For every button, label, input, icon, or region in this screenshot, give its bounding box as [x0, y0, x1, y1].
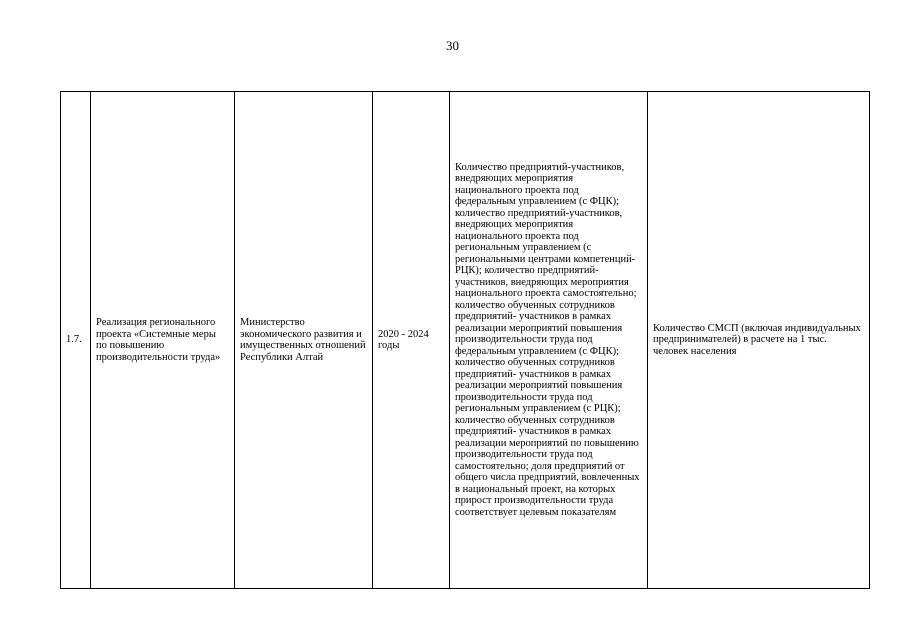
target-indicator-cell [648, 92, 870, 589]
table-row [61, 92, 870, 589]
row-number-cell [61, 92, 91, 589]
row-number: 1.7. [66, 334, 82, 346]
target-indicator: Количество СМСП (включая индивидуальных предпринимателей) в расчете на 1 тыс. человек населения [653, 322, 861, 357]
project-name: Реализация регионального проекта «Системные меры по повышению производительности труда» [96, 317, 221, 363]
implementation-period: 2020 - 2024 годы [378, 328, 429, 351]
indicators-cell [450, 92, 648, 589]
page-number: 30 [446, 38, 459, 53]
indicators-text: Количество предприятий-участников, внедряющих мероприятия национального проекта под федеральным управлением (с ФЦК); количество предприятий-участников, внедряющих мероприятия национального проекта под региональным управлением (с региональными центрами компетенций- РЦК); количество предприятий-участников, внедряющих мероприятия национального проекта самостоятельно; количество обученных сотрудников предприятий- участников в рамках реализации мероприятий повышения производительности труда под федеральным управлением (с ФЦК); количество обученных сотрудников предприятий- участников в рамках реализации мероприятий повышения производительности труда под региональным управлением (с РЦК); количество обученных сотрудников предприятий- участников в рамках реализации мероприятий по повышению производительности труда под самостоятельно; доля предприятий от общего числа предприятий, вовлеченных в национальный проект, на которых прирост производительности труда соответствует целевым показателям [455, 161, 640, 518]
project-name-cell [91, 92, 235, 589]
responsible-cell [235, 92, 373, 589]
period-cell [373, 92, 450, 589]
program-table [60, 91, 870, 589]
responsible-executor: Министерство экономического развития и имущественных отношений Республики Алтай [240, 317, 366, 363]
